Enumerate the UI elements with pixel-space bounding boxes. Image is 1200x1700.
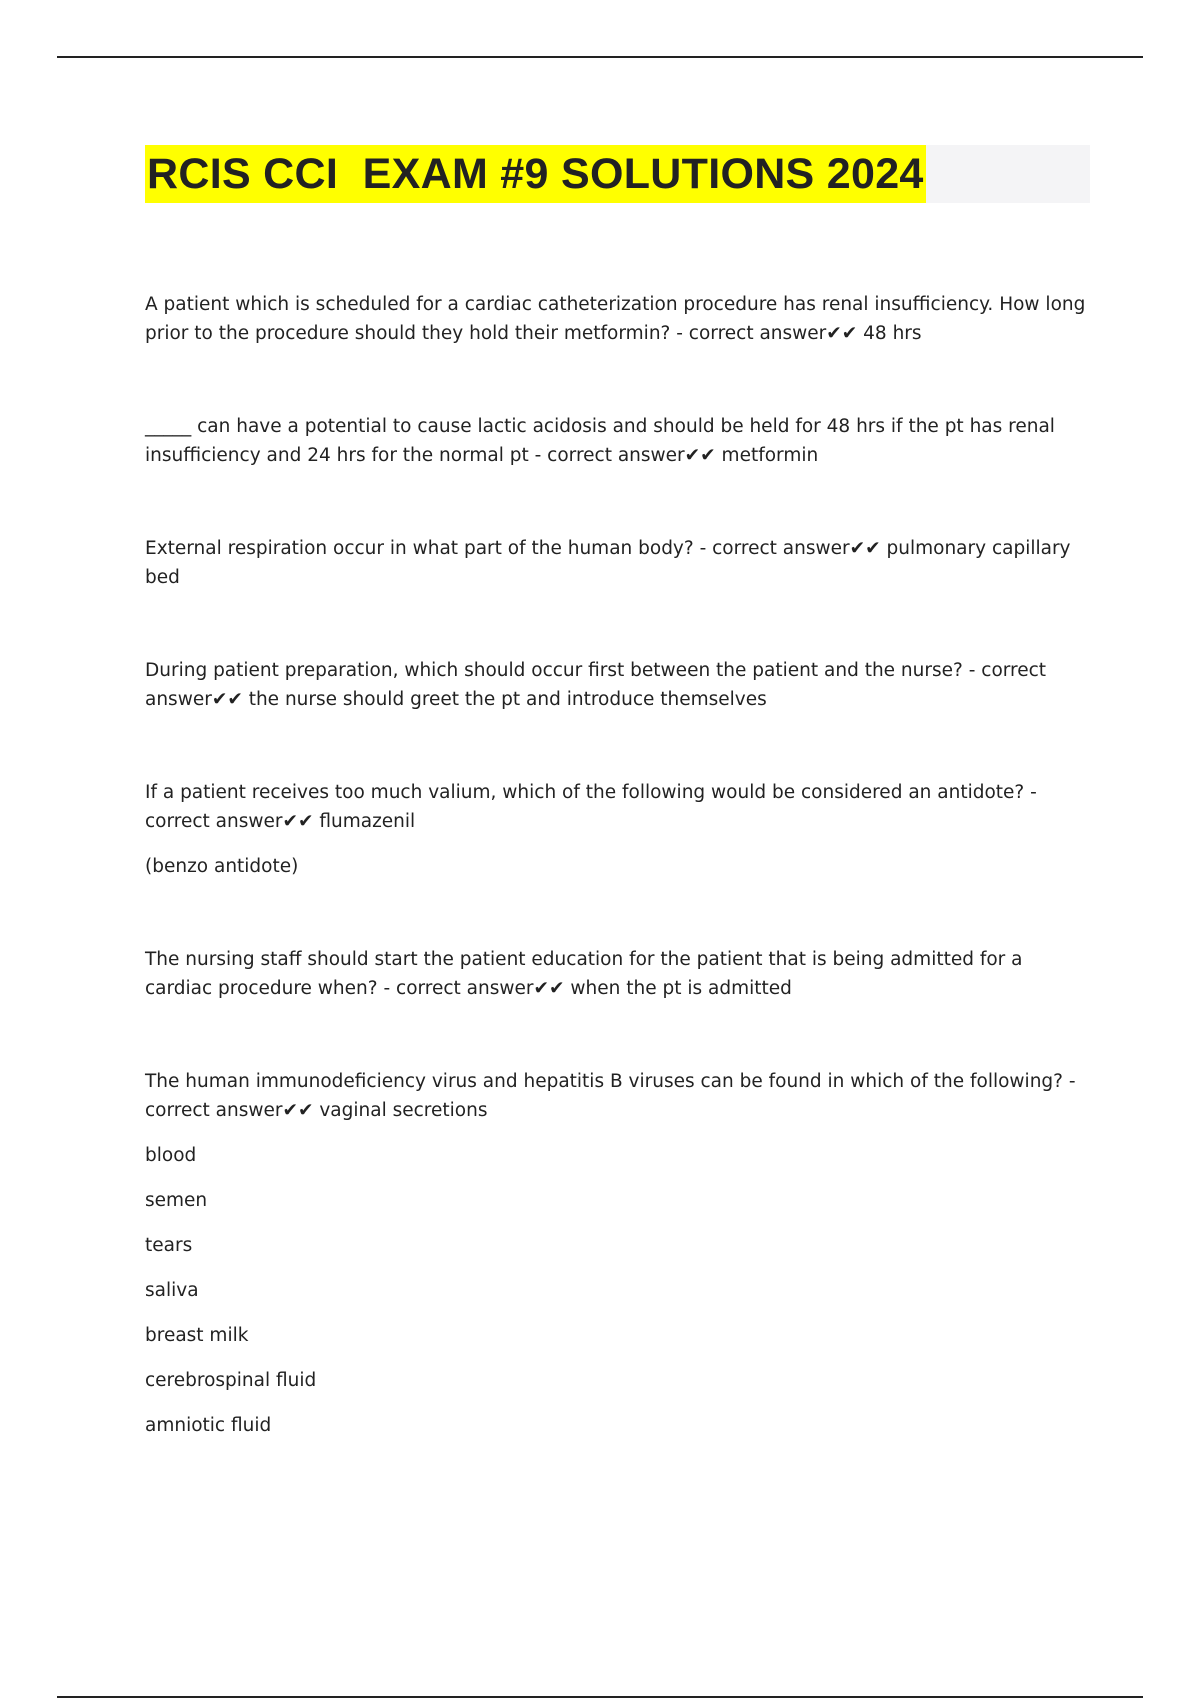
qa-item-7 bbox=[145, 1067, 1095, 1456]
option-item: amniotic fluid bbox=[145, 1415, 272, 1436]
qa-item-7-options bbox=[145, 1141, 1095, 1456]
option-item: saliva bbox=[145, 1280, 199, 1301]
option-item: cerebrospinal fluid bbox=[145, 1370, 317, 1391]
qa-item-3: External respiration occur in what part of the human body? - correct answer✔✔ pulmonary capillary bed bbox=[145, 538, 1071, 588]
qa-item-4: During patient preparation, which should occur first between the patient and the nurse? - correct answer✔✔ the nurse should greet the pt and introduce themselves bbox=[145, 660, 1047, 710]
qa-item-5 bbox=[145, 778, 1095, 881]
option-item: blood bbox=[145, 1145, 197, 1166]
document-title: RCIS CCI EXAM #9 SOLUTIONS 2024 bbox=[145, 145, 926, 203]
top-page-rule bbox=[57, 56, 1143, 58]
option-item: breast milk bbox=[145, 1325, 249, 1346]
qa-item-7-text: The human immunodeficiency virus and hepatitis B viruses can be found in which of the following? - correct answer✔✔ vaginal secretions bbox=[145, 1071, 1076, 1121]
qa-item-2: _____ can have a potential to cause lactic acidosis and should be held for 48 hrs if the pt has renal insufficiency and 24 hrs for the normal pt - correct answer✔✔ metformin bbox=[145, 416, 1055, 466]
qa-item-6: The nursing staff should start the patient education for the patient that is being admitted for a cardiac procedure when? - correct answer✔✔ when the pt is admitted bbox=[145, 949, 1023, 999]
document-body bbox=[145, 290, 1095, 1456]
option-item: tears bbox=[145, 1235, 193, 1256]
qa-item-1: A patient which is scheduled for a cardiac catheterization procedure has renal insufficiency. How long prior to the procedure should they hold their metformin? - correct answer✔✔ 48 hrs bbox=[145, 294, 1086, 344]
qa-item-5-note: (benzo antidote) bbox=[145, 856, 299, 877]
qa-item-5-text: If a patient receives too much valium, which of the following would be considered an antidote? - correct answer✔✔ flumazenil bbox=[145, 782, 1037, 832]
option-item: semen bbox=[145, 1190, 208, 1211]
bottom-page-rule bbox=[57, 1696, 1143, 1698]
